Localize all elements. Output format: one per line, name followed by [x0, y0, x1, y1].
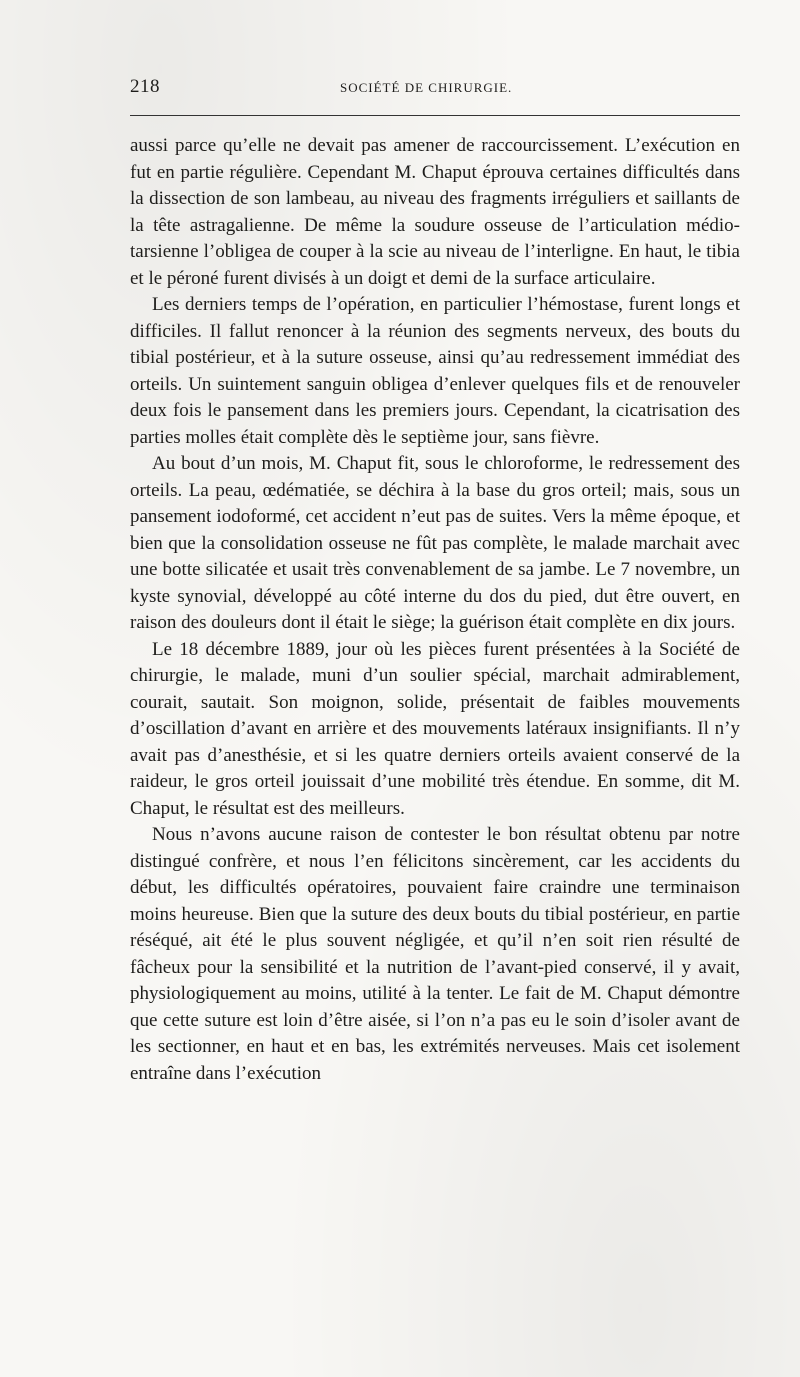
paragraph-1: aussi parce qu’elle ne devait pas amener de raccourcissement. L’exécution en fut en partie régulière. Cependant M. Chaput éprouva certaines difficultés dans la dissection de son lambeau, au niveau des fragments irréguliers et saillants de la tête astragalienne. De même la soudure osseuse de l’articulation médio-tarsienne l’obligea de couper à la scie au niveau de l’interligne. En haut, le tibia et le péroné furent divisés à un doigt et demi de la surface articulaire.: [130, 135, 740, 289]
paragraph-3: Au bout d’un mois, M. Chaput fit, sous le chloroforme, le redressement des orteils. La peau, œdématiée, se déchira à la base du gros orteil; mais, sous un pansement iodoformé, cet accident n’eut pas de suites. Vers la même époque, et bien que la consolidation osseuse ne fût pas complète, le malade marchait avec une botte silicatée et usait très convenablement de sa jambe. Le 7 novembre, un kyste synovial, développé au côté interne du dos du pied, dut être ouvert, en raison des douleurs dont il était le siège; la guérison était complète en dix jours.: [130, 453, 740, 633]
header-rule: [130, 115, 740, 116]
paragraph-5: Nous n’avons aucune raison de contester le bon résultat obtenu par notre distingué confrère, et nous l’en félicitons sincèrement, car les accidents du début, les difficultés opératoires, pouvaient faire craindre une terminaison moins heureuse. Bien que la suture des deux bouts du tibial postérieur, en partie réséqué, ait été le plus souvent négligée, et qu’il n’en soit rien résulté de fâcheux pour la sensibilité et la nutrition de l’avant-pied conservé, il y avait, physiologiquement au moins, utilité à la tenter. Le fait de M. Chaput démontre que cette suture est loin d’être aisée, si l’on n’a pas eu le soin d’isoler avant de les sectionner, en haut et en bas, les extrémités nerveuses. Mais cet isolement entraîne dans l’exécution: [130, 824, 740, 1084]
body-text: [130, 133, 740, 1087]
page-header: [130, 76, 740, 100]
running-head: SOCIÉTÉ DE CHIRURGIE.: [340, 80, 513, 95]
page-number: 218: [130, 76, 160, 97]
paragraph-4: Le 18 décembre 1889, jour où les pièces furent présentées à la Société de chirurgie, le malade, muni d’un soulier spécial, marchait admirablement, courait, sautait. Son moignon, solide, présentait de faibles mouvements d’oscillation d’avant en arrière et des mouvements latéraux insignifiants. Il n’y avait pas d’anesthésie, et si les quatre derniers orteils avaient conservé de la raideur, le gros orteil jouissait d’une mobilité très étendue. En somme, dit M. Chaput, le résultat est des meilleurs.: [130, 638, 740, 819]
paragraph-2: Les derniers temps de l’opération, en particulier l’hémostase, furent longs et difficiles. Il fallut renoncer à la réunion des segments nerveux, des bouts du tibial postérieur, et à la suture osseuse, ainsi qu’au redressement immédiat des orteils. Un suintement sanguin obligea d’enlever quelques fils et de renouveler deux fois le pansement dans les premiers jours. Cependant, la cicatrisation des parties molles était complète dès le septième jour, sans fièvre.: [130, 294, 740, 448]
